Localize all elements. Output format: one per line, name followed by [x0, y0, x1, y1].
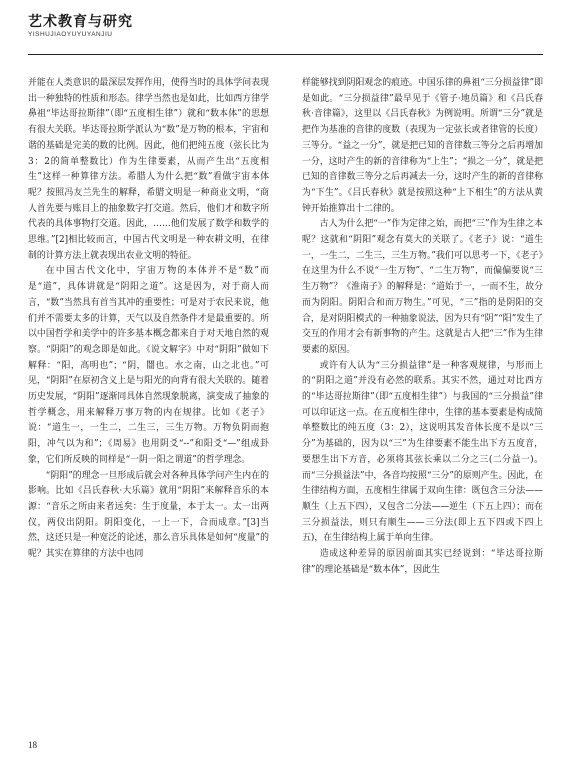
left-text-column [28, 76, 269, 563]
right-text-column [302, 76, 543, 579]
page-number: 18 [28, 740, 37, 750]
paragraph: 样能够找到阴阳观念的痕迹。中国乐律的鼻祖“三分损益律”即是如此。“三分损益律”最早见于《管子·地员篇》和《吕氏春秋·音律篇》，这里以《吕氏春秋》为例说明。所谓“三分”就是把作为基准的音律的度数（表现为一定弦长或者律管的长度）三等分。“益之一分”，就是把已知的音律数三等分之后再增加一分，这时产生的新的音律称为“上生”；“损之一分”，就是把已知的音律数三等分之后再减去一分，这时产生的新的音律称为“下生”。《吕氏春秋》就是按照这种“上下相生”的方法从黄钟开始推算出十二律的。 [302, 78, 543, 214]
paragraph: 并能在人类意识的最深层发挥作用，使得当时的具体学问表现出一种独特的性质和形态。律学当然也是如此，比如西方律学鼻祖“毕达哥拉斯律”（即“五度相生律”）就和“数本体”的思想有很大关联。毕达哥拉斯学派认为“数”是万物的根本，宇宙和谐的基础是完美的数的比例。因此，他们把纯五度（弦长比为3：2的简单整数比）作为生律要素，从而产生出“五度相生”这样一种算律方法。希腊人为什么把“数”看做宇宙本体呢？按照冯友兰先生的解释，希腊文明是一种商业文明，“商人首先要与账目上的抽象数字打交道。然后，他们才和数字所代表的具体事物打交道。因此，……他们发展了数学和数学的思维。”[2]相比较而言，中国古代文明是一种农耕文明，在律制的计算方法上就表现出农业文明的特征。 [28, 78, 269, 261]
journal-title: 艺术教育与研究 [28, 14, 133, 30]
header-divider [28, 54, 543, 55]
paragraph: 或许有人认为“三分损益律”是一种客观规律，与形而上的“阴阳之道”并没有必然的联系。其实不然，通过对比西方的“毕达哥拉斯律”（即“五度相生律”）与我国的“三分损益”律可以印证这一点。在五度相生律中，生律的基本要素是构成简单整数比的纯五度（3：2），这说明其发音体长度不是以“三分”为基础的，因为以“三”为生律要素不能生出下方五度音，要想生出下方音，必须将其弦长乘以二分之三(二分益一)。而“三分损益法”中，各音均按照“三分”的原则产生。因此，在生律结构方面，五度相生律属于双向生律：既包含三分法——顺生（上五下四），又包含二分法——逆生（下五上四）；而在三分损益法，则只有顺生——三分法(即上五下四或下四上五)，在生律结构上属于单向生律。 [302, 360, 543, 544]
paragraph: 造成这种差异的原因前面其实已经说到：“毕达哥拉斯律”的理论基础是“数本体”，因此生 [302, 549, 543, 575]
paragraph: 在中国古代文化中，宇宙万物的本体并不是“数”而是“道”，具体讲就是“阴阳之道”。这是因为，对于商人而言，“数”当然具有首当其冲的重要性；可是对于农民来说，他们并不需要太多的计算，天气以及自然条件才是最重要的。所以中国哲学和美学中的许多基本概念都来自于对天地自然的观察。“阴阳”的观念即是如此。《说文解字》中对“阴阳”做如下解释：“阳，高明也”；“阴，闇也。水之南，山之北也。”可见，“阴阳”在原初含义上是与阳光的向背有很大关联的。随着历史发展，“阴阳”逐渐同具体自然现象脱离，演变成了抽象的哲学概念，用来解释万事万物的内在规律。比如《老子》说：“道生一，一生二，二生三，三生万物。万物负阴而抱阳，冲气以为和”；《周易》也用阴爻“--”和阳爻“—”组成卦象，它们所反映的同样是“一阴一阳之谓道”的哲学理念。 [28, 266, 269, 465]
paragraph: 古人为什么把“一”作为定律之始，而把“三”作为生律之本呢？这就和“阴阳”观念有莫大的关联了。《老子》说：“道生一，一生二，二生三，三生万物。”我们可以思考一下，《老子》在这里为什么不说“一生万物”、“二生万物”，而偏偏要说“三生万物”？《淮南子》的解释是：“道始于一，一而不生，故分而为阴阳。阴阳合和而万物生。”可见，“三”指的是阴阳的交合，是对阴阳模式的一种抽象说法，因为只有“阴”“阳”发生了交互的作用才会有新事物的产生。这就是古人把“三”作为生律要素的原因。 [302, 219, 543, 355]
paragraph: “阴阳”的理念一旦形成后就会对各种具体学问产生内在的影响。比如《吕氏春秋·大乐篇》就用“阴阳”来解释音乐的本源：“音乐之所由来者远矣：生于度量，本于太一。太一出两仪，两仪出阴阳。阴阳变化，一上一下，合而成章。”[3]当然，这还只是一种宽泛的论述，那么音乐具体是如何“度量”的呢？其实在算律的方法中也同 [28, 470, 269, 560]
journal-pinyin: YISHUJIAOYUYUYANJIU [28, 31, 113, 38]
journal-header [28, 14, 543, 50]
